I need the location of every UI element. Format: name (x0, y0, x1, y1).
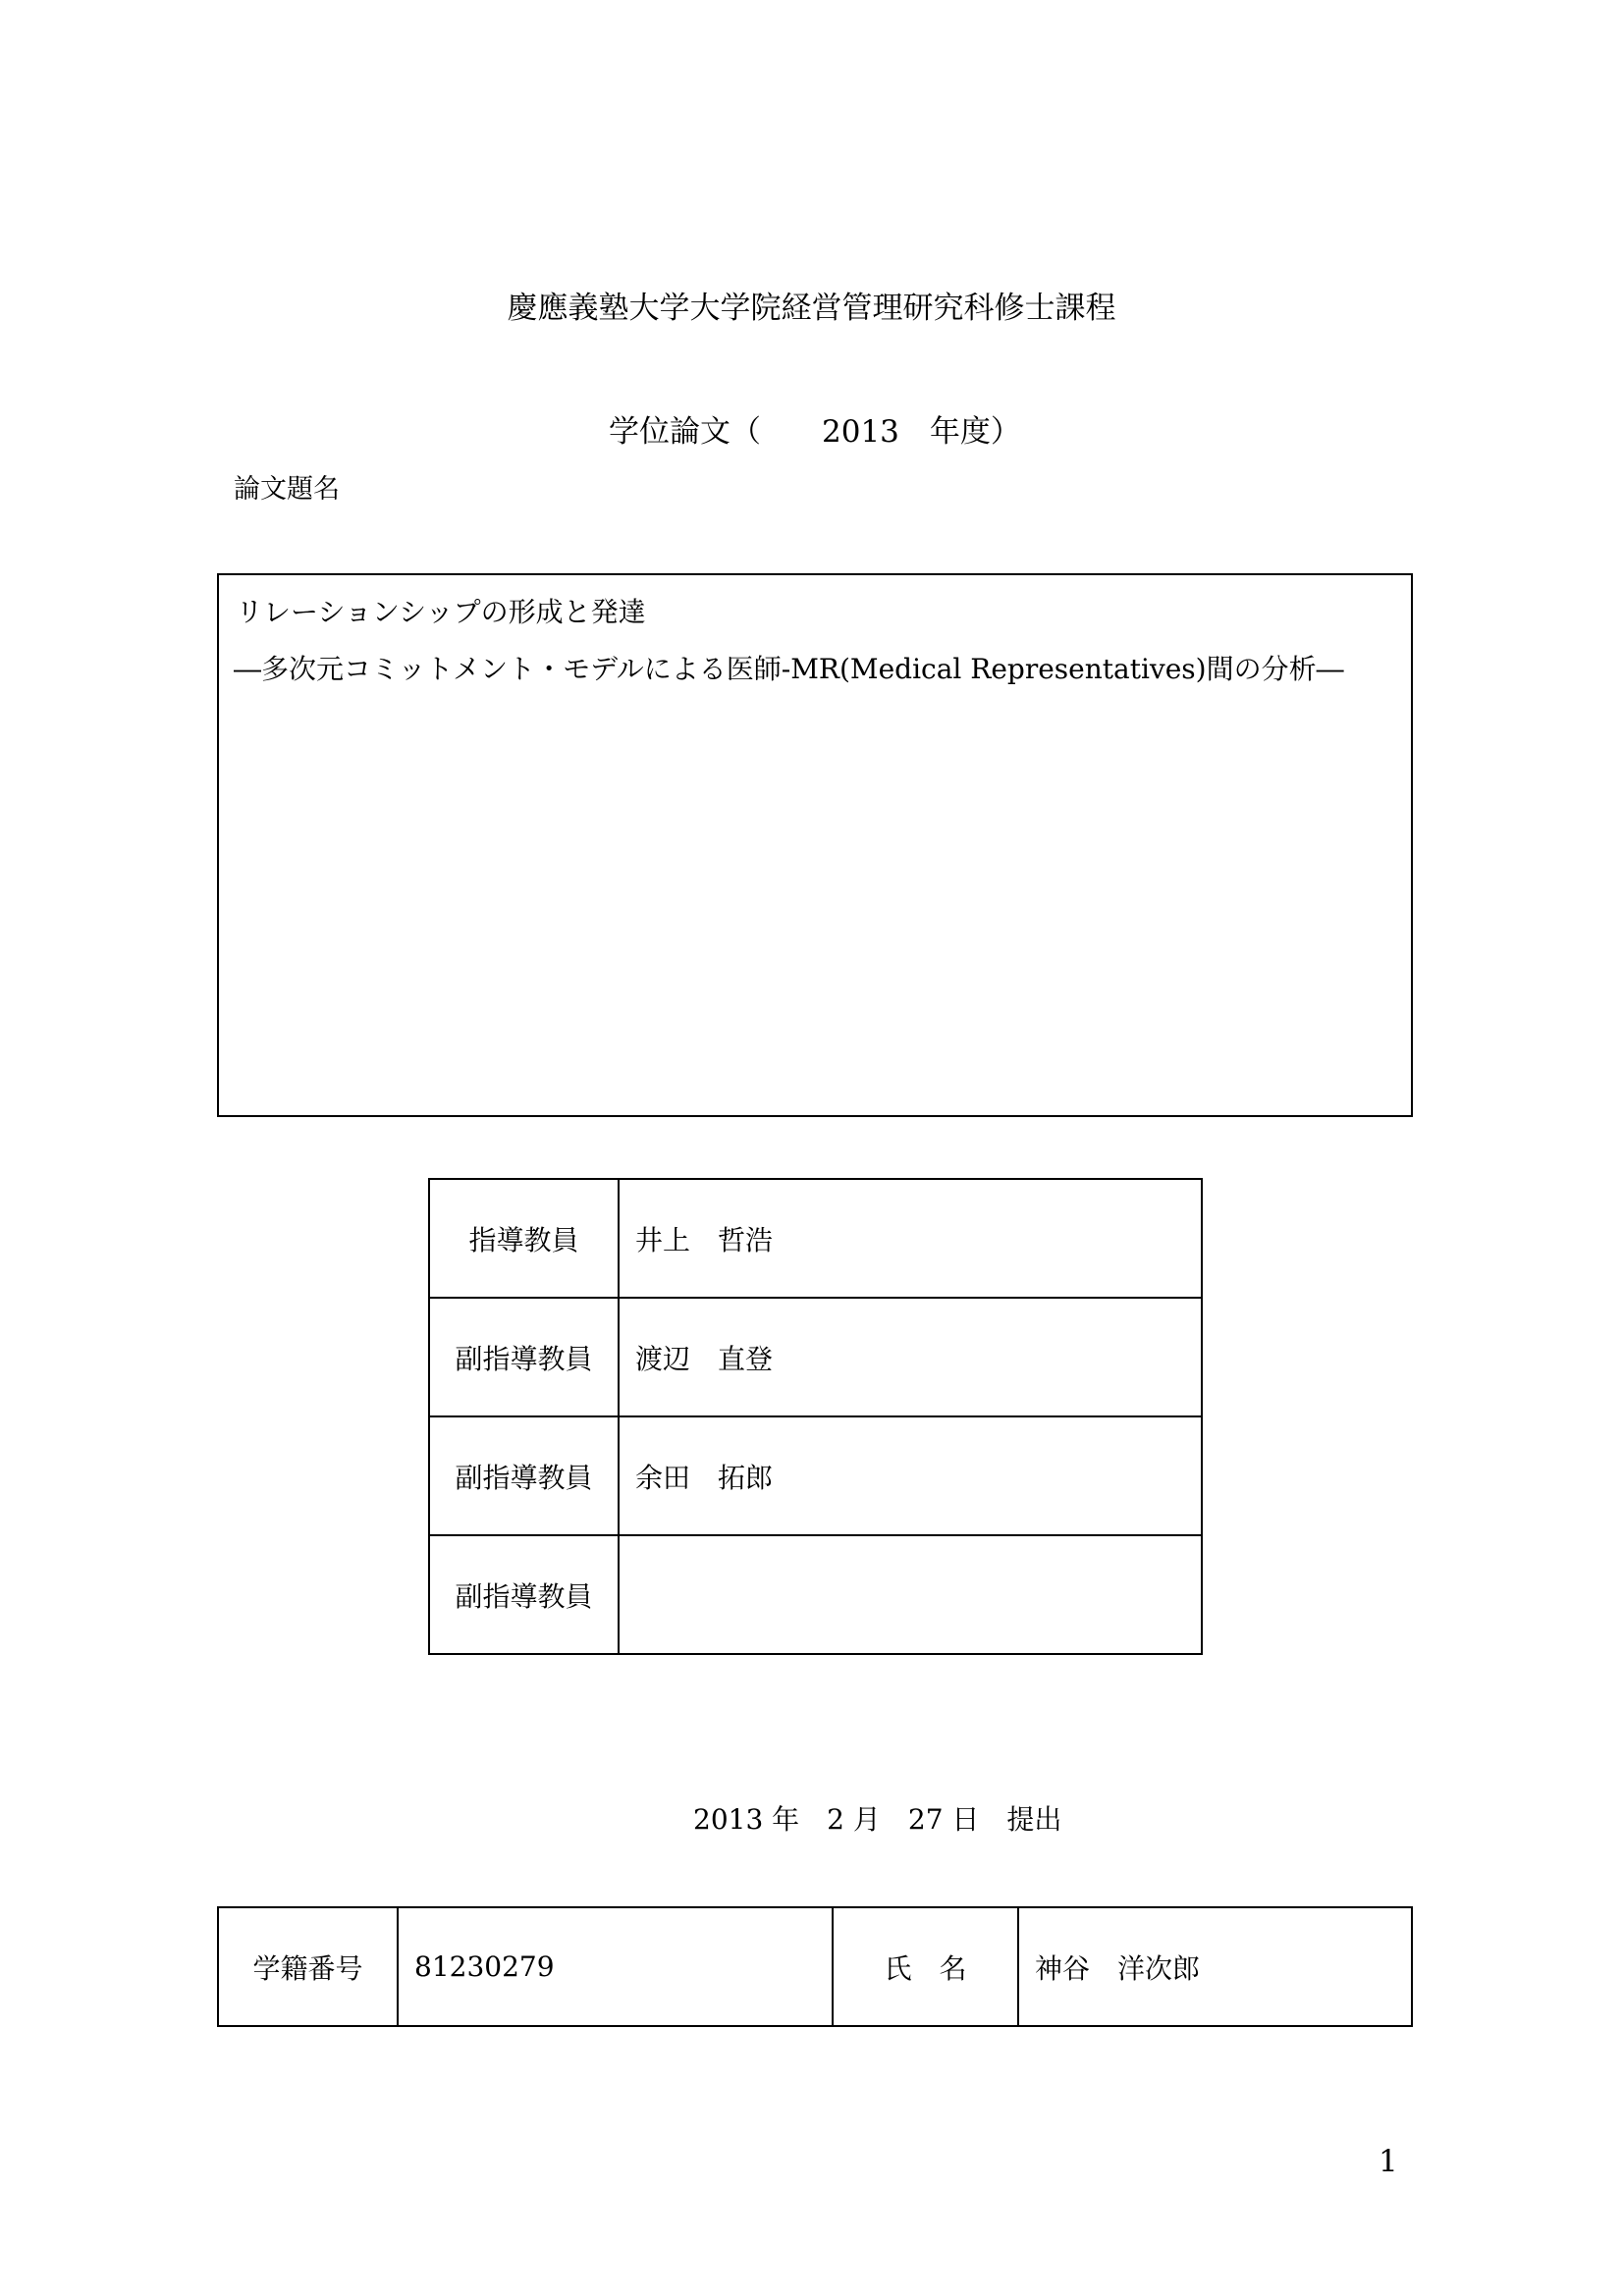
advisor-role: 副指導教員 (429, 1298, 619, 1416)
degree-title: 学位論文（ 2013 年度） (609, 414, 1021, 450)
student-name-value: 神谷 洋次郎 (1018, 1907, 1412, 2026)
submission-date: 2013 年 2 月 27 日 提出 (693, 1803, 1062, 1836)
student-id-value: 81230279 (398, 1907, 833, 2026)
thesis-title-main: リレーションシップの形成と発達 (236, 596, 646, 628)
page-number: 1 (1379, 2144, 1398, 2179)
advisor-role: 指導教員 (429, 1179, 619, 1298)
advisor-table (428, 1178, 1203, 1655)
advisor-name: 渡辺 直登 (619, 1298, 1202, 1416)
thesis-title-subtitle: ―多次元コミットメント・モデルによる医師-MR(Medical Representatives)間の分析― (234, 653, 1344, 685)
advisor-name (619, 1535, 1202, 1654)
student-id-label: 学籍番号 (218, 1907, 398, 2026)
student-info-table (217, 1906, 1413, 2027)
thesis-title-label: 論文題名 (234, 474, 340, 505)
advisor-role: 副指導教員 (429, 1535, 619, 1654)
university-heading: 慶應義塾大学大学院経営管理研究科修士課程 (507, 291, 1116, 326)
table-row (429, 1416, 1202, 1535)
advisor-name: 余田 拓郎 (619, 1416, 1202, 1535)
table-row (218, 1907, 1412, 2026)
advisor-name: 井上 哲浩 (619, 1179, 1202, 1298)
student-name-label: 氏 名 (833, 1907, 1018, 2026)
advisor-role: 副指導教員 (429, 1416, 619, 1535)
table-row (429, 1179, 1202, 1298)
table-row (429, 1298, 1202, 1416)
table-row (429, 1535, 1202, 1654)
